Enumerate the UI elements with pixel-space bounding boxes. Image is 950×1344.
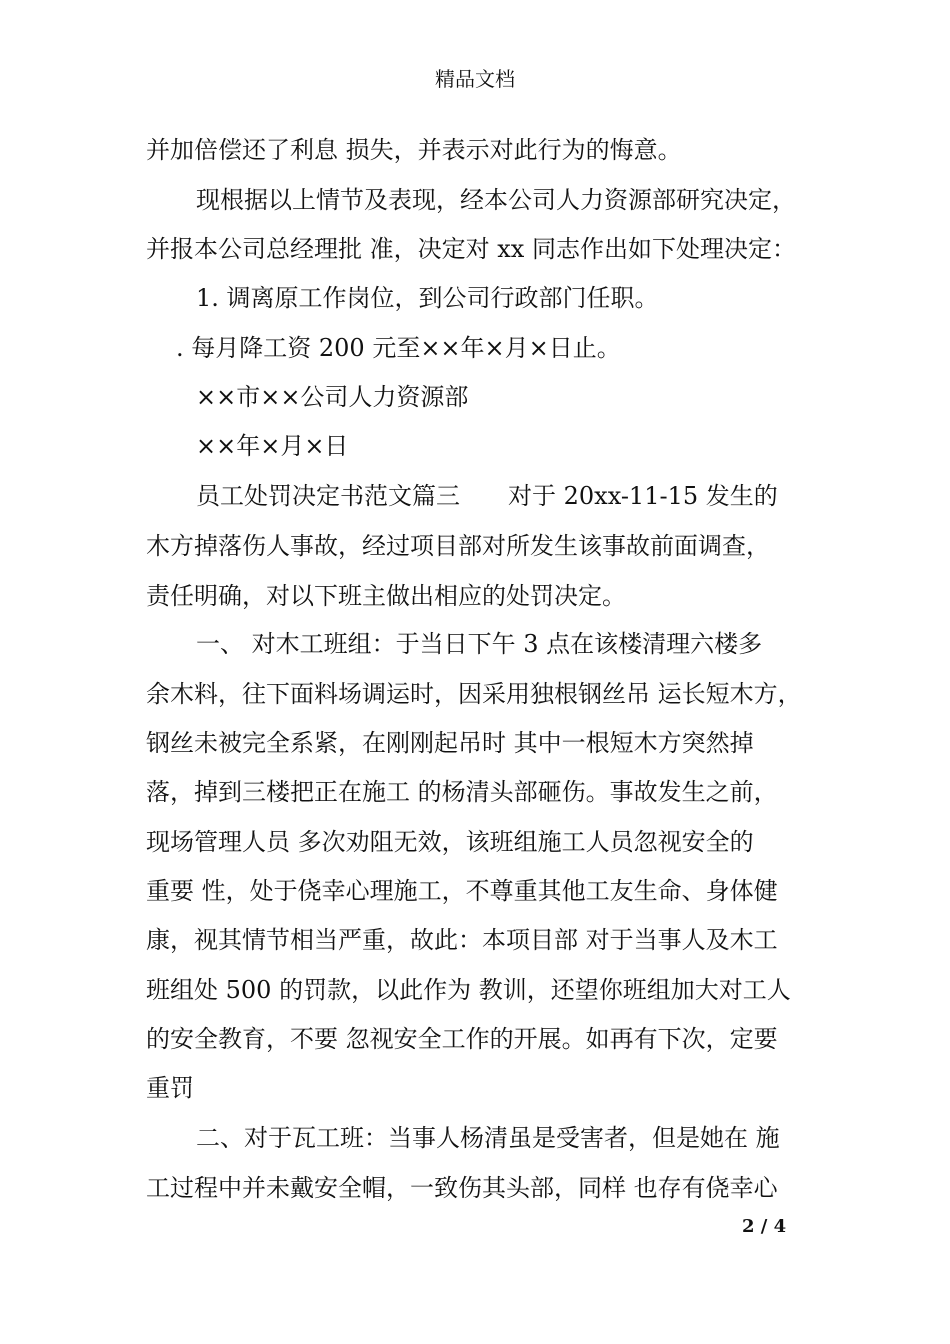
text-line: 重要 性，处于侥幸心理施工，不尊重其他工友生命、身体健: [146, 877, 778, 905]
list-item: 1. 调离原工作岗位，到公司行政部门任职。: [196, 284, 659, 312]
list-item: . 每月降工资 200 元至××年×月×日止。: [176, 334, 621, 362]
text-line: 重罚: [146, 1074, 194, 1102]
text-line: 工过程中并未戴安全帽，一致伤其头部，同样 也存有侥幸心: [146, 1174, 778, 1202]
text-line: 一、 对木工班组：于当日下午 3 点在该楼清理六楼多: [196, 630, 763, 658]
text-line: 康，视其情节相当严重，故此：本项目部 对于当事人及木工: [146, 926, 778, 954]
signature-org: ××市××公司人力资源部: [196, 383, 469, 411]
page-number: 2 / 4: [742, 1216, 787, 1237]
text-line: 余木料，往下面料场调运时，因采用独根钢丝吊 运长短木方，: [146, 680, 802, 708]
text-line: 落，掉到三楼把正在施工 的杨清头部砸伤。事故发生之前，: [146, 778, 778, 806]
text-line: 并报本公司总经理批 准，决定对 xx 同志作出如下处理决定：: [146, 235, 796, 263]
text-line: 二、对于瓦工班：当事人杨清虽是受害者，但是她在 施: [196, 1124, 780, 1152]
text-line: 钢丝未被完全系紧，在刚刚起吊时 其中一根短木方突然掉: [146, 729, 754, 757]
text-line: 现场管理人员 多次劝阻无效，该班组施工人员忽视安全的: [146, 828, 754, 856]
section-title: 员工处罚决定书范文篇三 对于 20xx-11-15 发生的: [196, 482, 778, 510]
text-line: 木方掉落伤人事故，经过项目部对所发生该事故前面调查，: [146, 532, 770, 560]
text-line: 责任明确，对以下班主做出相应的处罚决定。: [146, 582, 626, 610]
text-line: 现根据以上情节及表现，经本公司人力资源部研究决定，: [196, 186, 796, 214]
text-line: 班组处 500 的罚款，以此作为 教训，还望你班组加大对工人: [146, 976, 791, 1004]
text-line: 并加倍偿还了利息 损失，并表示对此行为的悔意。: [146, 136, 682, 164]
text-line: 的安全教育，不要 忽视安全工作的开展。如再有下次，定要: [146, 1025, 778, 1053]
page-header: 精品文档: [435, 67, 515, 91]
signature-date: ××年×月×日: [196, 432, 349, 460]
